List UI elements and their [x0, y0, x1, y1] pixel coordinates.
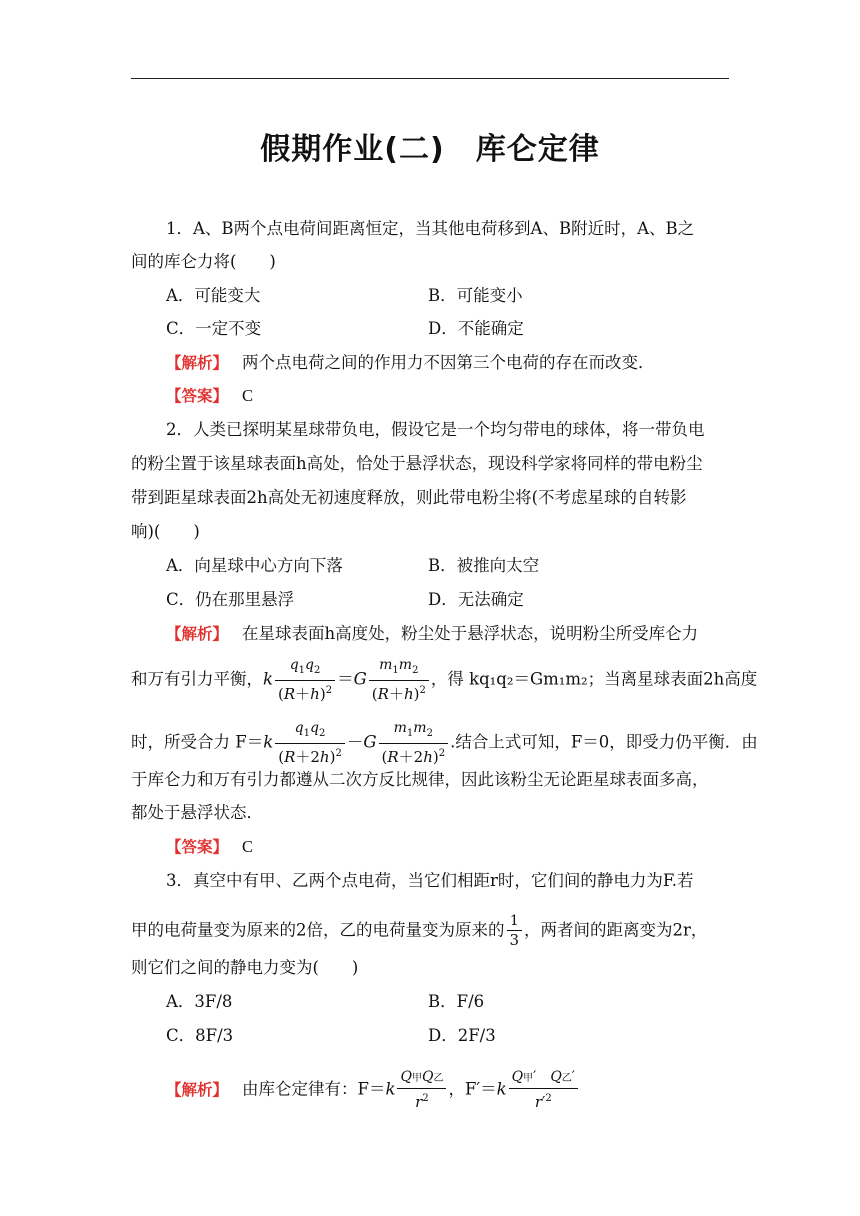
page-title: 假期作业(二) 库仑定律	[260, 132, 600, 167]
q2-line-3: 带到距星球表面2h高处无初速度释放，则此带电粉尘将(不考虑星球的自转影	[131, 488, 687, 507]
q2-line-2: 的粉尘置于该星球表面h高处，恰处于悬浮状态，现设科学家将同样的带电粉尘	[131, 454, 703, 473]
fraction: $\frac{\text{Q甲′ Q乙′}}{r'^2}$	[509, 1068, 578, 1112]
q1-option-d[interactable]: D．不能确定	[428, 319, 524, 338]
top-rule	[131, 78, 729, 79]
q2-option-c[interactable]: C．仍在那里悬浮	[166, 590, 295, 609]
q2-analysis-line-1: 【解析】 在星球表面h高度处，粉尘处于悬浮状态，说明粉尘所受库仑力	[166, 624, 699, 643]
q3-option-b[interactable]: B．F/6	[428, 992, 485, 1011]
q2-line-1: 2．人类已探明某星球带负电，假设它是一个均匀带电的球体，将一带负电	[166, 420, 705, 439]
q2-analysis-line-4: 于库仑力和万有引力都遵从二次方反比规律，因此该粉尘无论距星球表面多高，	[131, 770, 709, 789]
answer-tag: 【答案】	[166, 838, 229, 856]
fraction: $\frac{m_1m_2}{(R+h)^2}$	[369, 656, 429, 704]
analysis-tag: 【解析】	[166, 354, 229, 372]
q3-line-1: 3．真空中有甲、乙两个点电荷，当它们相距r时，它们间的静电力为F.若	[166, 871, 694, 890]
q1-option-c[interactable]: C．一定不变	[166, 319, 262, 338]
q1-line-1: 1．A、B两个点电荷间距离恒定，当其他电荷移到A、B附近时，A、B之	[166, 219, 695, 238]
q3-option-d[interactable]: D．2F/3	[428, 1026, 496, 1045]
q3-line-2: 甲的电荷量变为原来的2倍，乙的电荷量变为原来的 $\frac{1}{3}$ ，两者间的距离变为2r，	[131, 913, 708, 949]
q3-option-a[interactable]: A．3F/8	[166, 992, 233, 1011]
q3-analysis: 【解析】 由库仑定律有：F＝k $\frac{\text{Q甲Q乙}}{r^2}$ ，F′＝k $\frac{\text{Q甲′ Q乙′}}{r'^2}$	[166, 1068, 580, 1112]
q1-answer: 【答案】 C	[166, 386, 254, 405]
q1-option-b[interactable]: B．可能变小	[428, 286, 523, 305]
q2-answer: 【答案】 C	[166, 837, 254, 856]
q1-line-2: 间的库仑力将( )	[131, 252, 276, 271]
q2-analysis-line-3: 时，所受合力 F＝k $\frac{q_1q_2}{(R+2h)^2}$ －G $\frac{m_1m_2}{(R+2h)^2}$ .结合上式可知，F＝0，即受力仍平衡．由	[131, 720, 758, 766]
fraction: $\frac{m_1m_2}{(R+2h)^2}$	[379, 719, 449, 767]
q1-option-a[interactable]: A．可能变大	[166, 286, 261, 305]
analysis-tag: 【解析】	[166, 625, 229, 643]
q3-option-c[interactable]: C．8F/3	[166, 1026, 234, 1045]
fraction-one-third: $\frac{1}{3}$	[507, 912, 523, 950]
q2-analysis-line-2: 和万有引力平衡，k $\frac{q_1q_2}{(R+h)^2}$ ＝G $\frac{m_1m_2}{(R+h)^2}$ ，得 kq₁q₂＝Gm₁m₂；当离星球表面2h高度	[131, 657, 758, 703]
fraction: $\frac{q_1q_2}{(R+2h)^2}$	[275, 719, 345, 767]
fraction: $\frac{\text{Q甲Q乙}}{r^2}$	[397, 1068, 446, 1112]
q2-option-d[interactable]: D．无法确定	[428, 590, 524, 609]
answer-tag: 【答案】	[166, 387, 229, 405]
q2-analysis-line-5: 都处于悬浮状态．	[131, 803, 263, 822]
q2-line-4: 响)( )	[131, 522, 200, 541]
q1-analysis: 【解析】 两个点电荷之间的作用力不因第三个电荷的存在而改变．	[166, 353, 655, 372]
fraction: $\frac{q_1q_2}{(R+h)^2}$	[275, 656, 335, 704]
q3-line-3: 则它们之间的静电力变为( )	[131, 958, 359, 977]
q2-option-b[interactable]: B．被推向太空	[428, 556, 540, 575]
q2-option-a[interactable]: A．向星球中心方向下落	[166, 556, 343, 575]
analysis-tag: 【解析】	[166, 1080, 229, 1099]
